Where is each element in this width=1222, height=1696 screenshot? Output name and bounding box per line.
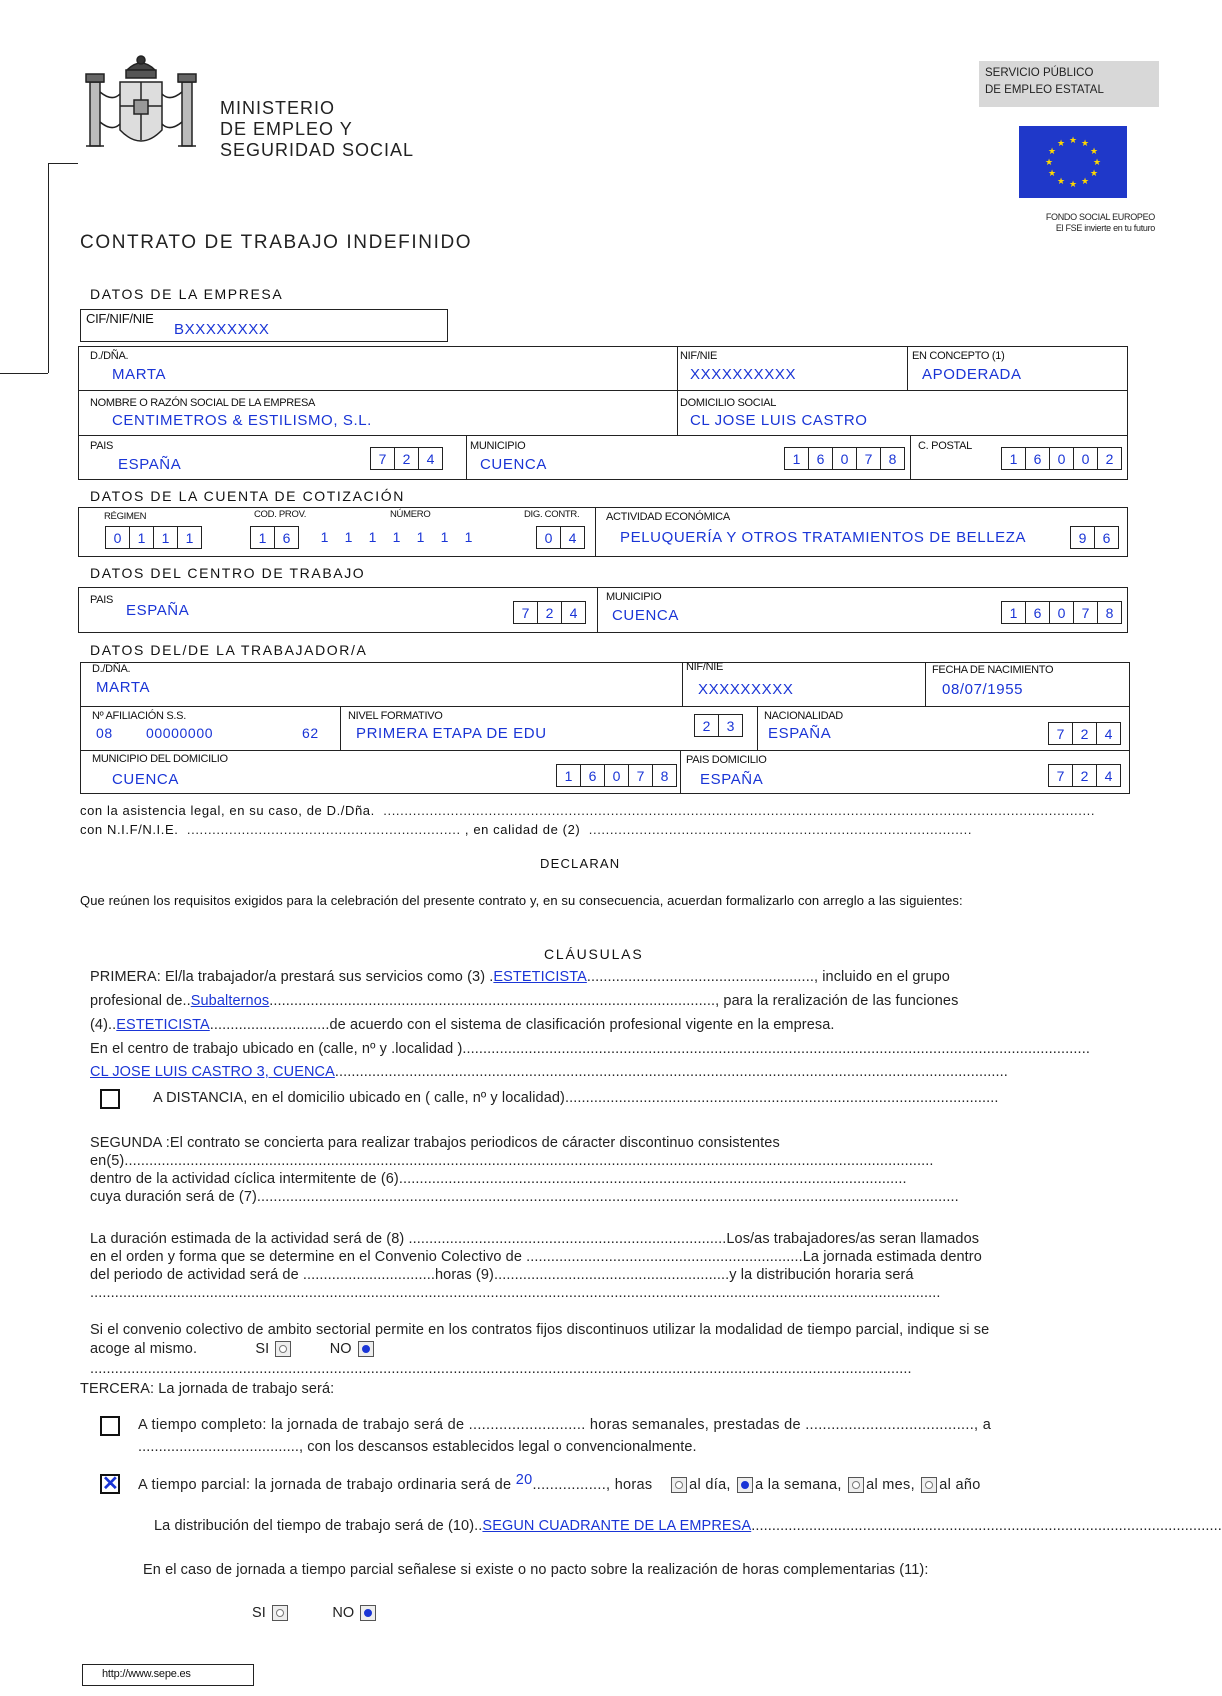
eu-flag-logo bbox=[1019, 126, 1127, 198]
tiempo-completo-line-2 bbox=[138, 1439, 1118, 1455]
duracion-estimada-text: La duración estimada de la actividad será de (8) bbox=[90, 1231, 409, 1247]
digit: 6 bbox=[1094, 526, 1119, 549]
dots[interactable]: .......................................................................................................................................................................... bbox=[256, 1189, 959, 1205]
tercera-heading: TERCERA: La jornada de trabajo será: bbox=[80, 1381, 335, 1397]
trab-nif-label: NIF/NIE bbox=[686, 661, 724, 673]
distancia-checkbox[interactable] bbox=[100, 1089, 120, 1109]
dots[interactable]: ........................................................................................................................... bbox=[398, 1171, 907, 1187]
duracion-line-1 bbox=[90, 1231, 1130, 1247]
cif-value[interactable]: BXXXXXXXX bbox=[174, 321, 270, 338]
dots[interactable]: ....................................... bbox=[805, 1417, 975, 1433]
trab-nac-value[interactable]: 08/07/1955 bbox=[942, 681, 1024, 698]
funciones-text: ., para la reralización de las funciones bbox=[711, 993, 959, 1009]
complementarias-text: En el caso de jornada a tiempo parcial señalese si existe o no pacto sobre la realización de horas complementarias (11): bbox=[143, 1562, 929, 1578]
svg-text:★: ★ bbox=[1068, 136, 1078, 146]
trab-col-2 bbox=[925, 662, 926, 706]
al-mes-radio[interactable] bbox=[848, 1477, 864, 1493]
trab-afil-label: Nº AFILIACIÓN S.S. bbox=[92, 710, 186, 722]
actividad-ciclica-text: dentro de la actividad cíclica intermitente de (6) bbox=[90, 1171, 399, 1187]
trab-nivel-code[interactable] bbox=[695, 714, 743, 737]
digit: 8 bbox=[880, 447, 905, 470]
coat-of-arms-logo bbox=[82, 52, 200, 172]
digit: 6 bbox=[1025, 601, 1050, 624]
horas-parcial-value[interactable]: 20 bbox=[515, 1472, 533, 1488]
centro-table bbox=[78, 587, 1128, 633]
nif-nie-text: con N.I.F/N.I.E. bbox=[80, 822, 179, 837]
duracion-line-2 bbox=[90, 1249, 1130, 1265]
horas-semanales-text: horas semanales, prestadas de bbox=[585, 1417, 806, 1433]
comp-no-radio[interactable] bbox=[360, 1605, 376, 1621]
convenio-line-2 bbox=[90, 1341, 376, 1357]
dots: ................................................................................................................................................................... bbox=[334, 1064, 1008, 1080]
cotizacion-divider bbox=[595, 507, 596, 557]
svg-text:★: ★ bbox=[1044, 158, 1054, 168]
dots[interactable]: ......................................................... bbox=[493, 1267, 730, 1283]
trab-afil-b[interactable]: 00000000 bbox=[146, 725, 214, 741]
sepe-url[interactable]: http://www.sepe.es bbox=[102, 1668, 191, 1680]
empresa-cpostal-label: C. POSTAL bbox=[918, 440, 972, 452]
grupo-text: profesional de.. bbox=[90, 993, 191, 1009]
digit: 4 bbox=[418, 447, 443, 470]
trab-nac-label: FECHA DE NACIMIENTO bbox=[932, 664, 1054, 676]
empresa-municipio-code[interactable] bbox=[785, 447, 905, 470]
section-centro: DATOS DEL CENTRO DE TRABAJO bbox=[90, 565, 366, 581]
digit: 0 bbox=[604, 764, 629, 787]
digit: 2 bbox=[1072, 764, 1097, 787]
empresa-concepto-value[interactable]: APODERADA bbox=[922, 366, 1022, 383]
empresa-municipio-label: MUNICIPIO bbox=[470, 440, 526, 452]
digit: 1 bbox=[1001, 447, 1026, 470]
empresa-nif-label: NIF/NIE bbox=[680, 350, 718, 362]
digit: 0 bbox=[105, 526, 130, 549]
reunen-text: Que reúnen los requisitos exigidos para la celebración del presente contrato y, en su consecuencia, acuerdan formalizarlo con arreglo a las siguientes: bbox=[80, 893, 963, 908]
dots[interactable]: ....................................... bbox=[138, 1439, 300, 1455]
complementarias-options bbox=[252, 1605, 378, 1621]
primera-text: PRIMERA: El/la trabajador/a prestará sus servicios como (3) . bbox=[90, 969, 494, 985]
empresa-row-divider-1 bbox=[78, 390, 1128, 391]
digit: 1 bbox=[556, 764, 581, 787]
empresa-nif-value[interactable]: XXXXXXXXXX bbox=[690, 366, 797, 383]
centro-municipio-label: MUNICIPIO bbox=[606, 591, 662, 603]
digit: 1 bbox=[344, 529, 353, 545]
segunda-line-2 bbox=[90, 1153, 1120, 1169]
digit: 8 bbox=[1097, 601, 1122, 624]
digit: 7 bbox=[1048, 764, 1073, 787]
trab-nacionalidad-label: NACIONALIDAD bbox=[764, 710, 843, 722]
trab-nivel-value[interactable]: PRIMERA ETAPA DE EDU bbox=[356, 725, 547, 742]
sepe-line-1: SERVICIO PÚBLICO bbox=[985, 67, 1094, 79]
tiempo-completo-line-1 bbox=[138, 1417, 1118, 1433]
trab-col-5 bbox=[680, 750, 681, 794]
digit: 1 bbox=[464, 529, 473, 545]
primera-text-b: , incluido en el grupo bbox=[813, 969, 950, 985]
convenio-line-1: Si el convenio colectivo de ambito sectorial permite en los contratos fijos discontinuos utilizar la modalidad de tiempo parcial, indique si se bbox=[90, 1322, 990, 1338]
segunda-line-4 bbox=[90, 1189, 1130, 1205]
al-anio-label: al año bbox=[939, 1477, 981, 1493]
ministry-name bbox=[220, 98, 414, 161]
fold-mark-horizontal bbox=[0, 373, 48, 374]
svg-text:★: ★ bbox=[1047, 147, 1057, 157]
digit: 1 bbox=[320, 529, 329, 545]
a-la-semana-label: a la semana, bbox=[755, 1477, 842, 1493]
convenio-dots[interactable]: ....................................................................................................................................................................................................... bbox=[90, 1361, 912, 1377]
convenio-text: en el orden y forma que se determine en el Convenio Colectivo de bbox=[90, 1249, 527, 1265]
section-cotizacion: DATOS DE LA CUENTA DE COTIZACIÓN bbox=[90, 488, 405, 504]
distribucion-value[interactable]: SEGUN CUADRANTE DE LA EMPRESA bbox=[482, 1518, 752, 1534]
trab-mun-code[interactable] bbox=[557, 764, 677, 787]
llamados-text: Los/as trabajadores/as seran llamados bbox=[726, 1231, 980, 1247]
digit: 2 bbox=[1072, 722, 1097, 745]
fold-mark-top bbox=[48, 163, 78, 164]
al-dia-label: al día, bbox=[689, 1477, 731, 1493]
dots: ......................................................................................................... bbox=[564, 1090, 999, 1106]
trab-afil-c[interactable]: 62 bbox=[302, 725, 319, 741]
digit: 7 bbox=[856, 447, 881, 470]
duracion-text: cuya duración será de (7) bbox=[90, 1189, 257, 1205]
svg-text:★: ★ bbox=[1056, 177, 1066, 187]
primera-line-4 bbox=[90, 1041, 1120, 1057]
dots: ................. bbox=[532, 1477, 607, 1493]
actividad-value[interactable]: PELUQUERÍA Y OTROS TRATAMIENTOS DE BELLEZA bbox=[620, 529, 1027, 546]
acoge-text: acoge al mismo. bbox=[90, 1341, 198, 1357]
empresa-pais-code[interactable] bbox=[371, 447, 443, 470]
empresa-cpostal-code[interactable] bbox=[1002, 447, 1122, 470]
centro-trabajo-text: En el centro de trabajo ubicado en (calle, nº y .localidad ) bbox=[90, 1041, 463, 1057]
dots: ............................. bbox=[209, 1017, 330, 1033]
empresa-col-divider-2 bbox=[907, 346, 908, 390]
svg-text:★: ★ bbox=[1089, 169, 1099, 179]
centro-trabajo-direccion[interactable]: CL JOSE LUIS CASTRO 3, CUENCA bbox=[90, 1064, 335, 1080]
clausulas-heading: CLÁUSULAS bbox=[544, 946, 644, 962]
funciones-num: (4).. bbox=[90, 1017, 117, 1033]
centro-divider bbox=[597, 587, 598, 633]
empresa-domicilio-value[interactable]: CL JOSE LUIS CASTRO bbox=[690, 412, 868, 429]
declaran-heading: DECLARAN bbox=[540, 856, 621, 871]
fold-mark-vertical bbox=[48, 163, 49, 373]
centro-pais-code[interactable] bbox=[514, 601, 586, 624]
periodo-text: del periodo de actividad será de bbox=[90, 1267, 303, 1283]
regimen-label: RÉGIMEN bbox=[104, 511, 147, 522]
primera-line-2 bbox=[90, 993, 1120, 1009]
sepe-line-2: DE EMPLEO ESTATAL bbox=[985, 84, 1104, 96]
dots: ........................................................................................................................................................ bbox=[462, 1041, 1090, 1057]
descansos-text: , con los descansos establecidos legal o convencionalmente. bbox=[299, 1439, 697, 1455]
regimen-code[interactable] bbox=[106, 526, 202, 549]
digit: 4 bbox=[1096, 764, 1121, 787]
tiempo-completo-text: A tiempo completo: la jornada de trabajo será de bbox=[138, 1417, 469, 1433]
empresa-col-divider-5 bbox=[910, 435, 911, 480]
tiempo-completo-checkbox[interactable] bbox=[100, 1416, 120, 1436]
al-mes-label: al mes, bbox=[866, 1477, 915, 1493]
duracion-line-3 bbox=[90, 1267, 1130, 1283]
en5-text: en(5) bbox=[90, 1153, 125, 1169]
empresa-col-divider-4 bbox=[466, 435, 467, 480]
empresa-pais-value[interactable]: ESPAÑA bbox=[118, 456, 182, 473]
empresa-municipio-value[interactable]: CUENCA bbox=[480, 456, 547, 473]
digit: 0 bbox=[1049, 447, 1074, 470]
section-trabajador: DATOS DEL/DE LA TRABAJADOR/A bbox=[90, 642, 368, 658]
digit: 1 bbox=[392, 529, 401, 545]
empresa-domicilio-label: DOMICILIO SOCIAL bbox=[680, 397, 777, 409]
asistencia-dots[interactable]: ......................................................................................................................................................................... bbox=[379, 803, 1096, 818]
centro-municipio-code[interactable] bbox=[1002, 601, 1122, 624]
centro-pais-value[interactable]: ESPAÑA bbox=[126, 602, 190, 619]
dots: ....................................................... bbox=[586, 969, 814, 985]
ministry-line-3: SEGURIDAD SOCIAL bbox=[220, 140, 415, 160]
comp-si-radio[interactable] bbox=[272, 1605, 288, 1621]
horas9-text: horas (9) bbox=[435, 1267, 494, 1283]
digit: 1 bbox=[368, 529, 377, 545]
fse-line-1: FONDO SOCIAL EUROPEO bbox=[1045, 212, 1155, 222]
trab-col-4 bbox=[757, 706, 758, 750]
digit: 1 bbox=[153, 526, 178, 549]
trab-paisdom-label: PAIS DOMICILIO bbox=[686, 754, 767, 766]
comp-no-label: NO bbox=[332, 1605, 355, 1621]
digit: 0 bbox=[1073, 447, 1098, 470]
document-title: CONTRATO DE TRABAJO INDEFINIDO bbox=[80, 232, 473, 253]
digit: 1 bbox=[440, 529, 449, 545]
digit: 1 bbox=[416, 529, 425, 545]
calidad-dots[interactable]: ........................................................................................... bbox=[584, 822, 973, 837]
ministry-line-2: DE EMPLEO Y bbox=[220, 119, 353, 139]
distribucion-horaria-text: y la distribución horaria será bbox=[729, 1267, 914, 1283]
nif-nie-line bbox=[80, 822, 1120, 837]
svg-text:★: ★ bbox=[1092, 158, 1102, 168]
svg-text:★: ★ bbox=[1089, 147, 1099, 157]
trab-afil-a[interactable]: 08 bbox=[96, 725, 113, 741]
trab-dna-value[interactable]: MARTA bbox=[96, 679, 151, 696]
al-dia-radio[interactable] bbox=[671, 1477, 687, 1493]
dots[interactable]: ........................... bbox=[468, 1417, 586, 1433]
codprov-label: COD. PROV. bbox=[254, 509, 307, 520]
numero-label: NÚMERO bbox=[390, 509, 431, 520]
trab-mun-label: MUNICIPIO DEL DOMICILIO bbox=[92, 753, 228, 765]
trab-row-divider-1 bbox=[80, 706, 1130, 707]
digit: 1 bbox=[784, 447, 809, 470]
trab-mun-value[interactable]: CUENCA bbox=[112, 771, 179, 788]
digit: 0 bbox=[536, 526, 561, 549]
a-text: , a bbox=[974, 1417, 992, 1433]
dig-code[interactable] bbox=[537, 526, 585, 549]
trab-paisdom-value[interactable]: ESPAÑA bbox=[700, 771, 764, 788]
dots[interactable]: ................................ bbox=[302, 1267, 436, 1283]
digit: 2 bbox=[1097, 447, 1122, 470]
trab-row-divider-2 bbox=[80, 750, 1130, 751]
digit: 0 bbox=[1049, 601, 1074, 624]
digit: 2 bbox=[694, 714, 719, 737]
digit: 4 bbox=[1096, 722, 1121, 745]
ministry-line-1: MINISTERIO bbox=[220, 98, 336, 118]
digit: 7 bbox=[513, 601, 538, 624]
primera-line-5 bbox=[90, 1064, 1120, 1080]
trab-nif-value[interactable]: XXXXXXXXX bbox=[698, 681, 794, 698]
dots[interactable]: ............................................................................. bbox=[408, 1231, 727, 1247]
fse-caption bbox=[975, 212, 1155, 234]
al-anio-radio[interactable] bbox=[921, 1477, 937, 1493]
si-label: SI bbox=[255, 1341, 270, 1357]
acoge-no-radio[interactable] bbox=[358, 1341, 374, 1357]
digit: 7 bbox=[1073, 601, 1098, 624]
distribucion-text: La distribución del tiempo de trabajo será de (10).. bbox=[154, 1518, 483, 1534]
svg-text:★: ★ bbox=[1056, 139, 1066, 149]
svg-text:★: ★ bbox=[1047, 169, 1057, 179]
cif-label: CIF/NIF/NIE bbox=[86, 311, 154, 326]
primera-line-6 bbox=[153, 1090, 1120, 1106]
fse-line-2: El FSE invierte en tu futuro bbox=[1055, 223, 1155, 233]
svg-text:★: ★ bbox=[1080, 139, 1090, 149]
empresa-row-divider-2 bbox=[78, 435, 1128, 436]
digit: 1 bbox=[1001, 601, 1026, 624]
distancia-text: A DISTANCIA, en el domicilio ubicado en ( calle, nº y localidad) bbox=[153, 1090, 565, 1106]
digit: 4 bbox=[561, 601, 586, 624]
digit: 4 bbox=[560, 526, 585, 549]
duracion-line-4[interactable]: .............................................................................................................................................................................................................. bbox=[90, 1285, 941, 1301]
clasificacion-text: de acuerdo con el sistema de clasificación profesional vigente en la empresa. bbox=[329, 1017, 835, 1033]
digit: 0 bbox=[832, 447, 857, 470]
grupo-profesional[interactable]: Subalternos bbox=[190, 993, 270, 1009]
centro-pais-label: PAIS bbox=[90, 594, 114, 606]
digit: 1 bbox=[250, 526, 275, 549]
horas-text: , horas bbox=[606, 1477, 653, 1493]
trab-dna-label: D./DÑA. bbox=[92, 663, 131, 675]
segunda-line-3 bbox=[90, 1171, 1120, 1187]
calidad-text: , en calidad de (2) bbox=[464, 822, 581, 837]
dots: .................................................................................................................. bbox=[751, 1518, 1222, 1534]
tiempo-parcial-line bbox=[138, 1472, 1118, 1493]
empresa-pais-label: PAIS bbox=[90, 440, 114, 452]
empresa-razon-value[interactable]: CENTIMETROS & ESTILISMO, S.L. bbox=[112, 412, 372, 429]
digit: 6 bbox=[274, 526, 299, 549]
section-empresa: DATOS DE LA EMPRESA bbox=[90, 286, 284, 302]
primera-ocupacion[interactable]: ESTETICISTA bbox=[493, 969, 587, 985]
digit: 3 bbox=[718, 714, 743, 737]
primera-line-3 bbox=[90, 1017, 1120, 1033]
asistencia-line bbox=[80, 803, 1120, 818]
segunda-line-1: SEGUNDA :El contrato se concierta para realizar trabajos periodicos de cáracter discontinuo consistentes bbox=[90, 1135, 780, 1151]
actividad-label: ACTIVIDAD ECONÓMICA bbox=[606, 511, 730, 523]
dots[interactable]: .................................................................................................................................................................................................... bbox=[124, 1153, 934, 1169]
primera-line-1 bbox=[90, 969, 1120, 985]
digit: 6 bbox=[580, 764, 605, 787]
nif-nie-dots[interactable]: ................................................................. bbox=[182, 822, 461, 837]
empresa-col-divider-3 bbox=[677, 390, 678, 435]
trab-nacionalidad-code[interactable] bbox=[1049, 722, 1121, 745]
empresa-col-divider-1 bbox=[677, 346, 678, 390]
tiempo-parcial-checkbox[interactable]: ✕ bbox=[102, 1473, 119, 1495]
dots[interactable]: ................................................................... bbox=[526, 1249, 803, 1265]
no-label: NO bbox=[329, 1341, 352, 1357]
digit: 7 bbox=[1048, 722, 1073, 745]
codprov-code[interactable] bbox=[251, 526, 299, 549]
a-la-semana-radio[interactable] bbox=[737, 1477, 753, 1493]
trab-paisdom-code[interactable] bbox=[1049, 764, 1121, 787]
digit: 9 bbox=[1070, 526, 1095, 549]
digit: 1 bbox=[129, 526, 154, 549]
jornada-dentro-text: La jornada estimada dentro bbox=[802, 1249, 982, 1265]
empresa-concepto-label: EN CONCEPTO (1) bbox=[912, 350, 1005, 362]
digit: 7 bbox=[628, 764, 653, 787]
empresa-dna-value[interactable]: MARTA bbox=[112, 366, 167, 383]
digit: 2 bbox=[394, 447, 419, 470]
digit: 6 bbox=[808, 447, 833, 470]
dig-label: DIG. CONTR. bbox=[524, 509, 580, 520]
trab-nacionalidad-value[interactable]: ESPAÑA bbox=[768, 725, 832, 742]
digit: 1 bbox=[177, 526, 202, 549]
empresa-dna-label: D./DÑA. bbox=[90, 350, 129, 362]
digit: 2 bbox=[537, 601, 562, 624]
trab-nivel-label: NIVEL FORMATIVO bbox=[348, 710, 443, 722]
funciones-value[interactable]: ESTETICISTA bbox=[116, 1017, 210, 1033]
digit: 7 bbox=[370, 447, 395, 470]
asistencia-text: con la asistencia legal, en su caso, de D./Dña. bbox=[80, 803, 375, 818]
centro-municipio-value[interactable]: CUENCA bbox=[612, 607, 679, 624]
distribucion-line bbox=[154, 1518, 1222, 1534]
comp-si-label: SI bbox=[252, 1605, 266, 1621]
trab-col-3 bbox=[340, 706, 341, 750]
svg-text:★: ★ bbox=[1068, 180, 1078, 190]
digit: 8 bbox=[652, 764, 677, 787]
svg-text:★: ★ bbox=[1080, 177, 1090, 187]
numero-code[interactable] bbox=[313, 526, 481, 549]
tiempo-parcial-text: A tiempo parcial: la jornada de trabajo ordinaria será de bbox=[138, 1477, 516, 1493]
sepe-badge bbox=[979, 61, 1159, 107]
empresa-razon-label: NOMBRE O RAZÓN SOCIAL DE LA EMPRESA bbox=[90, 397, 316, 409]
digit: 6 bbox=[1025, 447, 1050, 470]
trab-col-1 bbox=[682, 662, 683, 706]
dots: ........................................................................................................... bbox=[269, 993, 712, 1009]
actividad-code[interactable] bbox=[1071, 526, 1119, 549]
acoge-si-radio[interactable] bbox=[275, 1341, 291, 1357]
